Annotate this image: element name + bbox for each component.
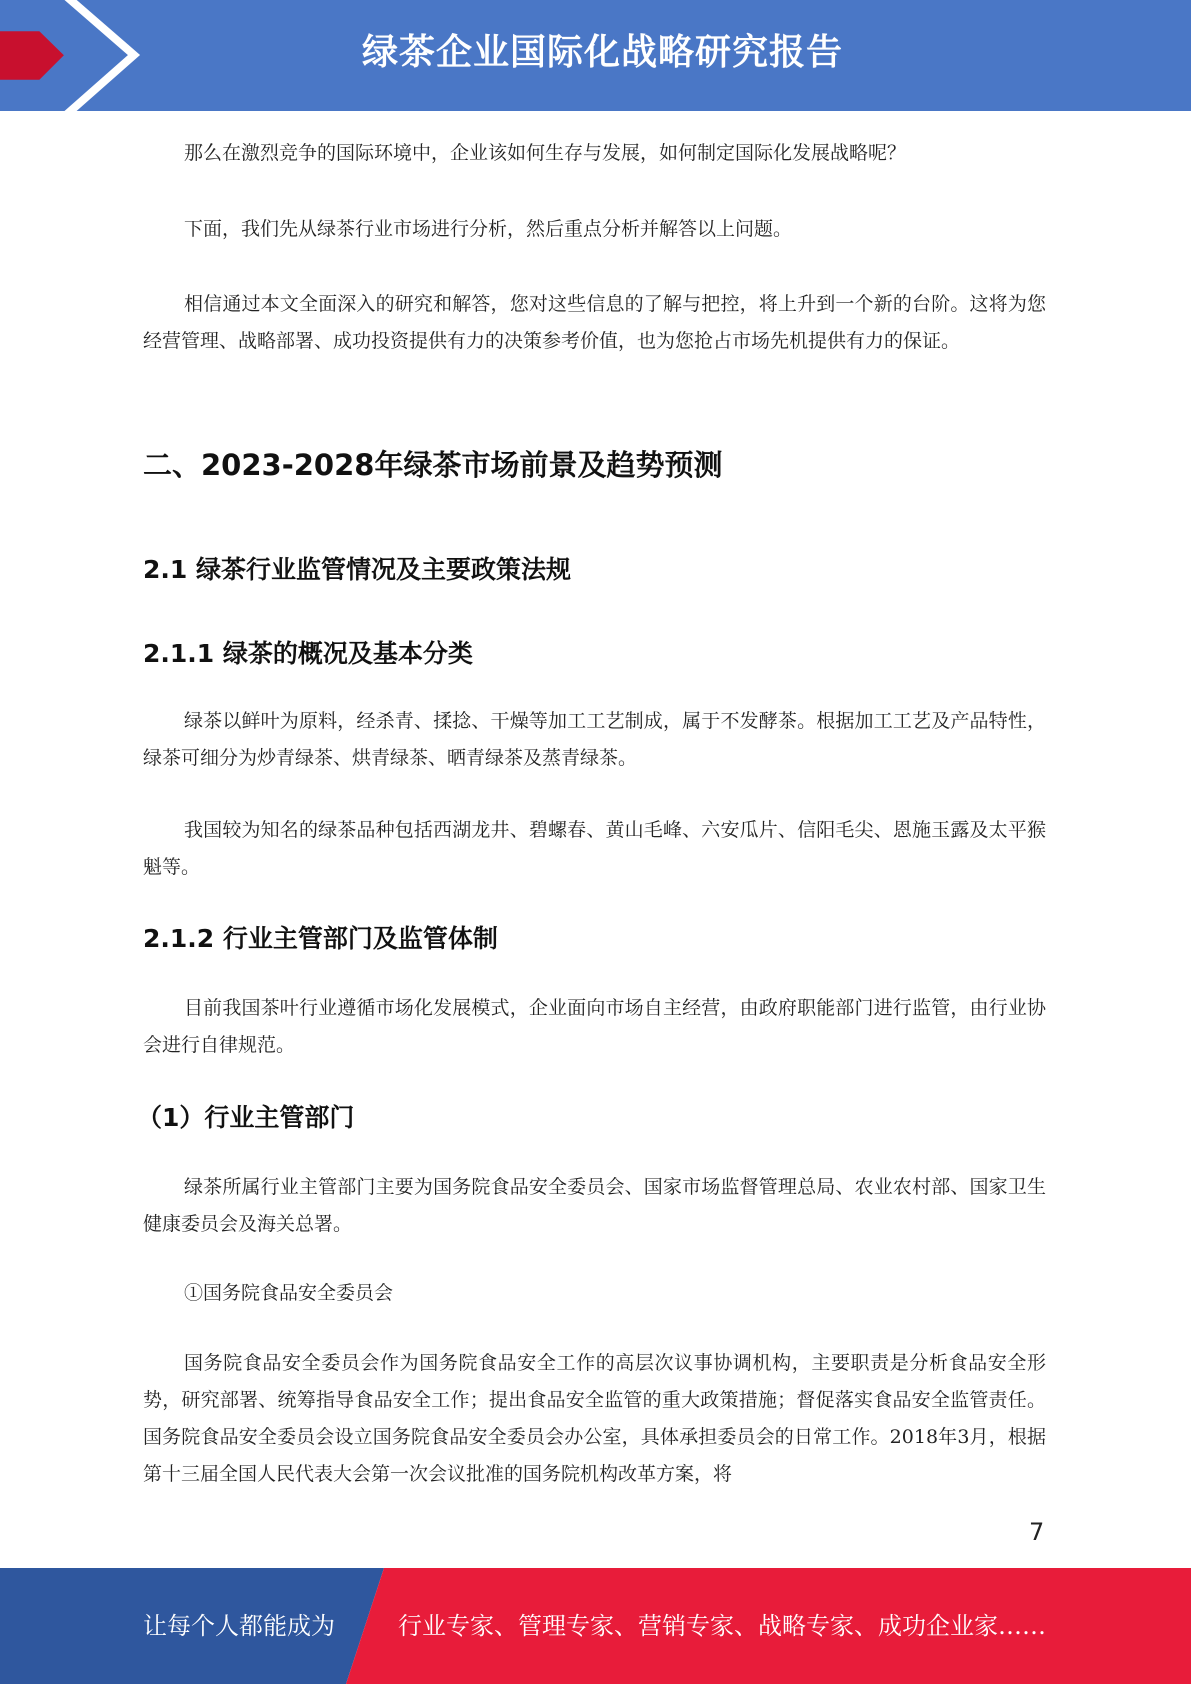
page-header bbox=[0, 0, 1191, 111]
paragraph-state-council-committee: ①国务院食品安全委员会 bbox=[184, 1282, 394, 1304]
subheading-industry-authority: （1）行业主管部门 bbox=[137, 1103, 355, 1132]
paragraph-intro-analysis: 下面，我们先从绿茶行业市场进行分析，然后重点分析并解答以上问题。 bbox=[184, 218, 793, 240]
paragraph-authorities-list: 绿茶所属行业主管部门主要为国务院食品安全委员会、国家市场监督管理总局、农业农村部、国家卫生健康委员会及海关总署。 bbox=[143, 1176, 1046, 1235]
page-number: 7 bbox=[1029, 1518, 1045, 1546]
footer-slogan-right: 行业专家、管理专家、营销专家、战略专家、成功企业家…… bbox=[398, 1612, 1046, 1640]
paragraph-green-tea-overview: 绿茶以鲜叶为原料，经杀青、揉捻、干燥等加工工艺制成，属于不发酵茶。根据加工工艺及产品特性，绿茶可细分为炒青绿茶、烘青绿茶、晒青绿茶及蒸青绿茶。 bbox=[143, 710, 1046, 769]
page-footer bbox=[0, 1568, 1191, 1684]
subsection-heading-2-1-2: 2.1.2 行业主管部门及监管体制 bbox=[143, 924, 498, 953]
subsection-heading-2-1: 2.1 绿茶行业监管情况及主要政策法规 bbox=[143, 555, 571, 584]
section-heading-2: 二、2023-2028年绿茶市场前景及趋势预测 bbox=[143, 448, 723, 482]
subsection-heading-2-1-1: 2.1.1 绿茶的概况及基本分类 bbox=[143, 639, 473, 668]
paragraph-committee-duties: 国务院食品安全委员会作为国务院食品安全工作的高层次议事协调机构，主要职责是分析食品安全形势，研究部署、统筹指导食品安全工作；提出食品安全监管的重大政策措施；督促落实食品安全监管责任。国务院食品安全委员会设立国务院食品安全委员会办公室，具体承担委员会的日常工作。2018年3月，根据第十三届全国人民代表大会第一次会议批准的国务院机构改革方案，将 bbox=[143, 1352, 1046, 1485]
footer-slogan-left: 让每个人都能成为 bbox=[143, 1612, 335, 1640]
paragraph-intro-question: 那么在激烈竞争的国际环境中，企业该如何生存与发展，如何制定国际化发展战略呢？ bbox=[184, 142, 907, 164]
header-title: 绿茶企业国际化战略研究报告 bbox=[361, 32, 843, 73]
paragraph-intro-value: 相信通过本文全面深入的研究和解答，您对这些信息的了解与把控，将上升到一个新的台阶。这将为您经营管理、战略部署、成功投资提供有力的决策参考价值，也为您抢占市场先机提供有力的保证。 bbox=[143, 293, 1046, 352]
paragraph-green-tea-varieties: 我国较为知名的绿茶品种包括西湖龙井、碧螺春、黄山毛峰、六安瓜片、信阳毛尖、恩施玉露及太平猴魁等。 bbox=[143, 819, 1046, 878]
paragraph-regulatory-system: 目前我国茶叶行业遵循市场化发展模式，企业面向市场自主经营，由政府职能部门进行监管，由行业协会进行自律规范。 bbox=[143, 997, 1046, 1056]
